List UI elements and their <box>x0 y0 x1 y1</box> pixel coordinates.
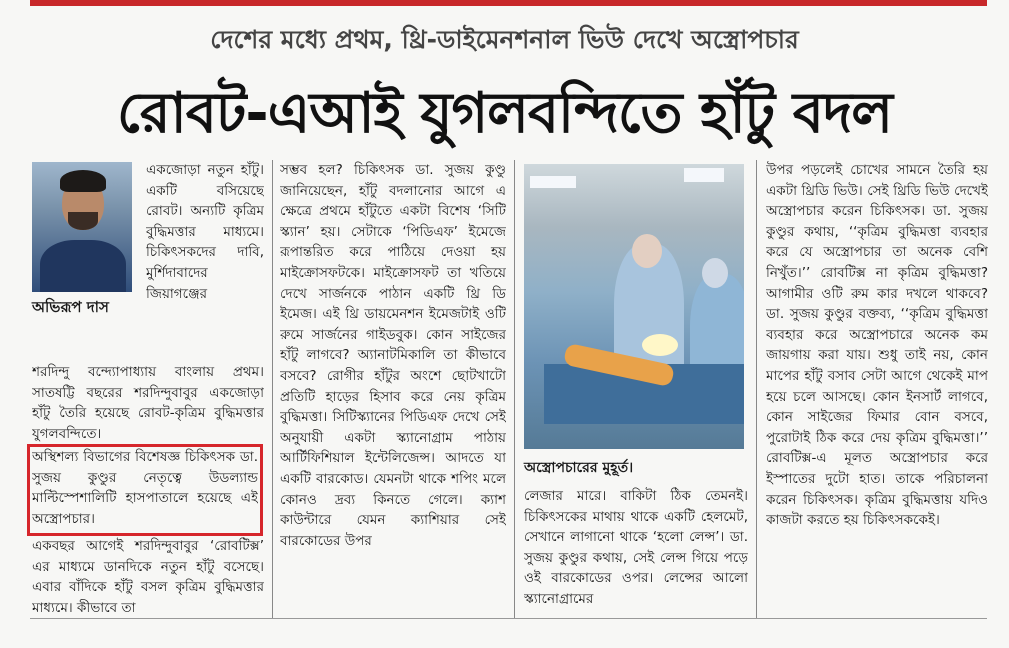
author-photo <box>32 162 132 292</box>
paragraph: লেজার মারে। বাকিটা ঠিক তেমনই। চিকিৎসকের মাথায় থাকে একটি হেলমেট, সেখানে লাগানো থাকে ‘হলো লেন্স’। ডা. সুজয় কুণ্ডুর কথায়, সেই লেন্স গিয়ে পড়ে ওই বারকোডের ওপর। লেন্সের আলো স্ক্যানোগ্রামের <box>524 488 748 607</box>
column-divider <box>756 160 757 618</box>
column-4 <box>766 160 988 618</box>
highlight-box <box>27 444 263 536</box>
column-divider <box>272 160 273 618</box>
column-1-main <box>32 362 264 444</box>
author-byline: অভিরূপ দাস <box>32 298 109 316</box>
article-headline: রোবট-এআই যুগলবন্দিতে হাঁটু বদল <box>116 81 893 146</box>
article-kicker: দেশের মধ্যে প্রথম, থ্রি-ডাইমেনশনাল ভিউ দেখে অস্ত্রোপচার <box>210 25 799 54</box>
paragraph: অস্থিশল্য বিভাগের বিশেষজ্ঞ চিকিৎসক ডা. সুজয় কুণ্ডুর নেতৃত্বে উডল্যান্ড মাল্টিস্পেশালিটি হাসপাতালে হয়েছে এই অস্ত্রোপচার। <box>32 449 258 527</box>
bottom-rule <box>30 618 987 619</box>
photo-caption: অস্ত্রোপচারের মুহূর্ত। <box>524 460 634 476</box>
column-2 <box>280 160 506 618</box>
paragraph: সম্ভব হল? চিকিৎসক ডা. সুজয় কুণ্ডু জানিয়েছেন, হাঁটু বদলানোর আগে এ ক্ষেত্রে প্রথমে হাঁটুতে একটা বিশেষ ‘সিটি স্ক্যান’ হয়। সেটাকে ‘পিডিএফ’ ইমেজে রূপান্তরিত করে পাঠিয়ে দেওয়া হয় মাইক্রোসফটকে। মাইক্রোসফট তা খতিয়ে দেখে সার্জনকে পাঠান একটি থ্রি ডি ইমেজ। এই থ্রি ডায়মেনশন ইমেজটাই ওটি রুমে সার্জনের গাইডবুক। কোন সাইজের হাঁটু লাগবে? অ্যানাটমিকালি তা কীভাবে বসবে? রোগীর হাঁটুর অংশে ছোটখাটো প্রতিটি হাড়ের হিসাব করে নেয় কৃত্রিম বুদ্ধিমত্তা। সিটিস্ক্যানের পিডিএফ দেখে সেই অনুযায়ী একটা স্ক্যানোগ্রাম পাঠায় আর্টিফিশিয়াল ইন্টেলিজেন্স। আদতে যা একটি বারকোড। যেমনটা থাকে শপিং মলে কোনও দ্রব্য কিনতে গেলে। ক্যাশ কাউন্টারে যেমন ক্যাশিয়ার সেই বারকোডের উপর <box>280 162 506 549</box>
column-divider <box>514 160 515 618</box>
paragraph: উপর পড়লেই চোখের সামনে তৈরি হয় একটা থ্রিডি ভিউ। সেই থ্রিডি ভিউ দেখেই অস্ত্রোপচার করেন চিকিৎসক। ডা. সুজয় কুণ্ডুর কথায়, ‘‘কৃত্রিম বুদ্ধিমত্তা ব্যবহার করে যে অস্ত্রোপচার তা অনেক বেশি নিখুঁত।’’ রোবটিক্স না কৃত্রিম বুদ্ধিমত্তা? আগামীর ওটি রুম কার দখলে থাকবে? ডা. সুজয় কুণ্ডুর বক্তব্য, ‘‘কৃত্রিম বুদ্ধিমত্তা ব্যবহার করে অস্ত্রোপচারে অনেক কম জায়গায় করা যায়। শুধু তাই নয়, কোন মাপের হাঁটু বসাব সেটা আগে থেকেই মাপ হয়ে চলে আসছে। কোন ইনসার্ট লাগবে, কোন সাইজের ফিমার বোন বসবে, পুরোটাই ঠিক করে দেয় কৃত্রিম বুদ্ধিমত্তা।’’ রোবটিক্স-এ মূলত অস্ত্রোপচার করে ইস্পাতের দুটো হাত। তাকে পরিচালনা করেন চিকিৎসক। কৃত্রিম বুদ্ধিমত্তায় যদিও কাজটা করতে হয় চিকিৎসককেই। <box>766 162 988 529</box>
paragraph: একজোড়া নতুন হাঁটু। একটি বসিয়েছে রোবট। অন্যটি কৃত্রিম বুদ্ধিমত্তার মাধ্যমে। চিকিৎসকদের দাবি, মুর্শিদাবাদের জিয়াগঞ্জের <box>146 162 264 302</box>
column-1-beside-photo <box>146 160 264 370</box>
column-1-tail <box>32 536 264 620</box>
paragraph: শরদিন্দু বন্দ্যোপাধ্যায় বাংলায় প্রথম। সাতষট্টি বছরের শরদিন্দুবাবুর একজোড়া হাঁটু তৈরি হয়েছে রোবট-কৃত্রিম বুদ্ধিমত্তার যুগলবন্দিতে। <box>32 364 264 442</box>
top-rule <box>30 0 987 6</box>
column-3 <box>524 486 748 618</box>
surgery-photo <box>524 164 744 449</box>
paragraph: একবছর আগেই শরদিন্দুবাবুর ‘রোবটিক্স’ এর মাধ্যমে ডানদিকে নতুন হাঁটু বসেছে। এবার বাঁদিকে হাঁটু বসল কৃত্রিম বুদ্ধিমত্তার মাধ্যমে। কীভাবে তা <box>32 538 264 616</box>
